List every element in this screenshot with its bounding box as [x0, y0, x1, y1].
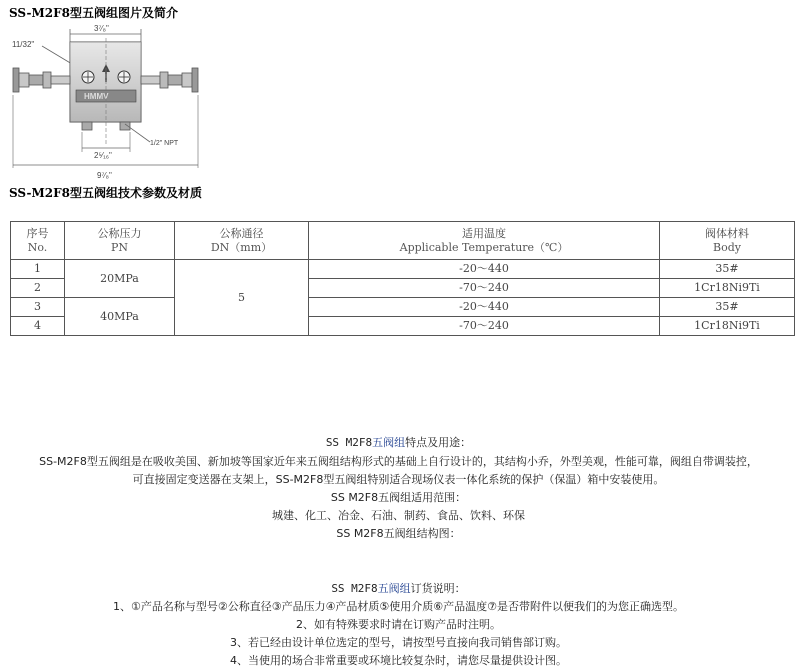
cell-no: 4 [11, 317, 65, 336]
structure-title: SS M2F8五阀组结构图： [336, 527, 461, 540]
ordering-title: SS M2F8五阀组订货说明： [331, 582, 466, 595]
features-line-2: 可直接固定变送器在支架上，SS-M2F8型五阀组特别适合现场仪表一体化系统的保护（保温）箱中安装使用。 [132, 473, 665, 486]
plate-text: HMMV [84, 92, 109, 101]
header-dn: 公称通径 DN（mm） [175, 222, 309, 260]
cell-body: 1Cr18Ni9Ti [660, 279, 795, 298]
features-title: SS M2F8五阀组特点及用途： [325, 436, 472, 449]
cell-temperature: -70～240 [309, 279, 660, 298]
features-title-link[interactable]: 五阀组 [372, 436, 406, 449]
header-no: 序号 No. [11, 222, 65, 260]
table-row [11, 260, 795, 279]
ordering-item-2: 2、如有特殊要求时请在订购产品时注明。 [296, 618, 501, 631]
ordering-item-3: 3、若已经由设计单位选定的型号，请按型号直接向我司销售部订购。 [230, 636, 567, 649]
scope-title: SS M2F8五阀组适用范围： [330, 491, 467, 504]
dim-hole-label: 11/32" [12, 40, 35, 49]
scope-text: 城建、化工、冶金、石油、制药、食品、饮料、环保 [272, 509, 525, 522]
cell-body: 1Cr18Ni9Ti [660, 317, 795, 336]
cell-body: 35# [660, 298, 795, 317]
spec-table [10, 221, 795, 336]
cell-temperature: -20～440 [309, 298, 660, 317]
dim-bottom-outer-label: 9⁷⁄₈" [97, 171, 112, 180]
cell-no: 2 [11, 279, 65, 298]
features-line-1: SS-M2F8型五阀组是在吸收美国、新加坡等国家近年来五阀组结构形式的基础上自行设计的，其结构小乔，外型美观，性能可靠，阀组自带调装控， [39, 455, 758, 468]
cell-temperature: -20～440 [309, 260, 660, 279]
header-pn: 公称压力 PN [65, 222, 175, 260]
spec-section-heading: SS-M2F8型五阀组技术参数及材质 [9, 186, 202, 200]
header-body: 阀体材料 Body [660, 222, 795, 260]
table-header-row [11, 222, 795, 260]
cell-no: 1 [11, 260, 65, 279]
ordering-item-4: 4、当使用的场合非常重要或环境比较复杂时，请您尽量提供设计图。 [230, 654, 567, 667]
cell-body: 35# [660, 260, 795, 279]
ordering-title-link[interactable]: 五阀组 [377, 582, 411, 595]
cell-dn: 5 [175, 260, 309, 336]
cell-pn: 40MPa [65, 298, 175, 336]
dim-bottom-inner-label: 2⁵⁄₁₆" [94, 151, 112, 160]
cell-temperature: -70～240 [309, 317, 660, 336]
cell-pn: 20MPa [65, 260, 175, 298]
photo-section-heading: SS-M2F8型五阀组图片及简介 [9, 6, 178, 20]
table-row [11, 298, 795, 317]
cell-no: 3 [11, 298, 65, 317]
dim-top-label: 3⁷⁄₈" [94, 24, 109, 33]
port-label: 1/2" NPT [150, 140, 179, 147]
header-temperature: 适用温度 Applicable Temperature（℃） [309, 222, 660, 260]
ordering-item-1: 1、①产品名称与型号②公称直径③产品压力④产品材质⑤使用介质⑥产品温度⑦是否带附件以便我们的为您正确选型。 [112, 600, 685, 613]
manifold-drawing [8, 20, 213, 183]
